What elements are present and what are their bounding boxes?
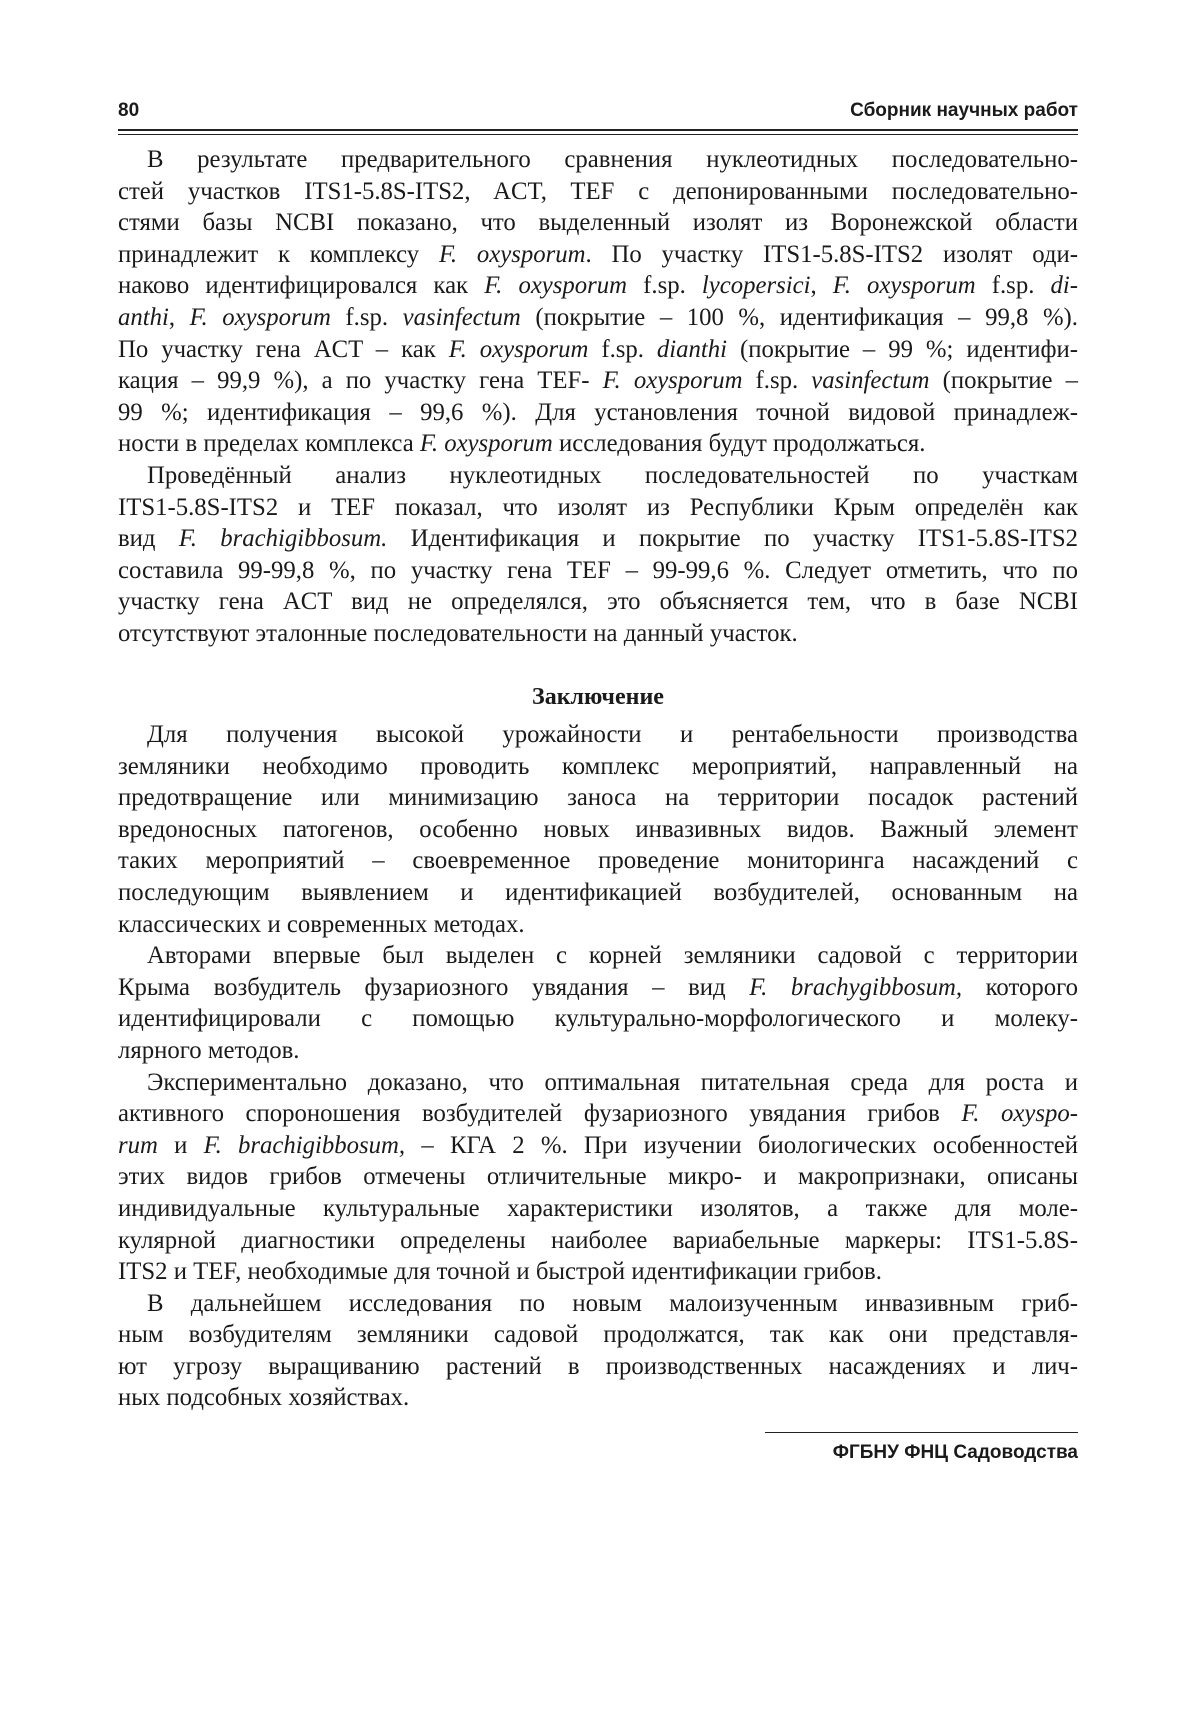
text-run: лярного методов. (118, 1036, 300, 1064)
text-line (118, 334, 1078, 366)
text-line (118, 845, 1078, 877)
italic-species-name: F. oxysporum (832, 272, 976, 300)
text-line (118, 1225, 1078, 1257)
text-line-content (118, 618, 798, 650)
text-run: которого (962, 973, 1078, 1001)
text-line-content (147, 1288, 1078, 1320)
text-run: предотвращение или минимизацию заноса на территории посадок растений (118, 784, 1078, 812)
text-run: , (810, 272, 833, 300)
text-run: – КГА 2 %. При изучении биологических особенностей (405, 1131, 1078, 1159)
text-line (118, 1351, 1078, 1383)
text-line (118, 492, 1078, 524)
text-line (118, 555, 1078, 587)
text-line-content (118, 814, 1078, 846)
text-run: земляники необходимо проводить комплекс мероприятий, направленный на (118, 752, 1078, 780)
text-run: и (157, 1131, 204, 1159)
italic-species-name: dianthi (656, 335, 728, 363)
text-line-content (118, 909, 525, 941)
text-line-content (118, 334, 1078, 366)
text-line (118, 239, 1078, 271)
text-line (118, 1319, 1078, 1351)
text-line (118, 270, 1078, 302)
text-line (118, 144, 1078, 176)
text-line (118, 1161, 1078, 1193)
italic-species-name: F. brachigibbosum, (203, 1131, 406, 1159)
italic-species-name: rum (118, 1131, 158, 1159)
text-run: активного спороношения возбудителей фузариозного увядания грибов (118, 1100, 962, 1128)
text-run: участку гена ACT вид не определялся, это объясняется тем, что в базе NCBI (118, 588, 1078, 616)
italic-species-name: lycopersici (701, 272, 811, 300)
text-line-content (118, 492, 1078, 524)
text-line-content (118, 555, 1078, 587)
text-line-content (118, 782, 1078, 814)
text-line-content (118, 1130, 1078, 1162)
text-run: . По участку ITS1-5.8S-ITS2 изолят оди- (585, 240, 1078, 268)
italic-species-name: vasinfectum (811, 367, 930, 395)
text-line (118, 460, 1078, 492)
text-run: кулярной диагностики определены наиболее вариабельные маркеры: ITS1-5.8S- (118, 1226, 1078, 1254)
text-line-content (147, 1067, 1078, 1099)
text-run: Авторами впервые был выделен с корней земляники садовой с территории (147, 942, 1078, 970)
text-line-content (118, 1161, 1078, 1193)
text-run: В результате предварительного сравнения нуклеотидных последовательно- (147, 146, 1078, 173)
italic-species-name: F. oxysporum (484, 272, 628, 300)
text-run: Идентификация и покрытие по участку ITS1-5.8S-ITS2 (387, 525, 1078, 553)
text-run: кация – 99,9 %), а по участку гена TEF- (118, 367, 603, 395)
text-run: последующим выявлением и идентификацией возбудителей, основанным на (118, 878, 1078, 906)
footer-organization: ФГБНУ ФНЦ Садоводства (832, 1442, 1078, 1463)
text-line-content (118, 1256, 882, 1288)
text-line-content (118, 972, 1078, 1004)
italic-species-name: di- (1050, 272, 1078, 300)
text-line-content (118, 1225, 1078, 1257)
italic-species-name: F. oxysporum (448, 335, 589, 363)
text-line-content (118, 1319, 1078, 1351)
text-line (118, 1193, 1078, 1225)
text-line (118, 428, 1078, 460)
text-run: f.sp. (627, 272, 702, 300)
header-rule (118, 129, 1078, 131)
italic-species-name: F. oxysporum (189, 303, 331, 331)
text-line-content (118, 1351, 1078, 1383)
text-line (118, 523, 1078, 555)
italic-species-name: vasinfectum (402, 303, 521, 331)
text-line (118, 302, 1078, 334)
running-header-title: Сборник научных работ (850, 100, 1078, 121)
text-line (118, 1256, 1078, 1288)
text-line-content (147, 940, 1078, 972)
text-run: (покрытие – 100 %, идентификация – 99,8 %). (520, 303, 1078, 331)
text-line-content (118, 1193, 1078, 1225)
text-run: Крыма возбудитель фузариозного увядания – вид (118, 973, 750, 1001)
text-run: исследования будут продолжаться. (552, 430, 926, 458)
text-line (118, 1382, 1078, 1414)
text-line-content (118, 397, 1078, 429)
text-run: стей участков ITS1-5.8S-ITS2, ACT, TEF с депонированными последовательно- (118, 177, 1078, 205)
italic-species-name: F. oxysporum (438, 240, 586, 268)
text-run: таких мероприятий – своевременное проведение мониторинга насаждений с (118, 847, 1078, 875)
text-line (118, 618, 1078, 650)
text-line (118, 877, 1078, 909)
text-run: отсутствуют эталонные последовательности на данный участок. (118, 619, 798, 647)
text-line (118, 176, 1078, 208)
text-line-content (118, 877, 1078, 909)
text-line (118, 1098, 1078, 1130)
italic-species-name: F. brachigibbosum. (178, 525, 388, 553)
text-run: Проведённый анализ нуклеотидных последовательностей по участкам (147, 461, 1078, 489)
text-run: Для получения высокой урожайности и рентабельности производства (147, 721, 1078, 748)
italic-species-name: anthi (118, 303, 169, 331)
text-line-content (118, 1035, 299, 1067)
text-line-content (147, 144, 1078, 176)
header-rule-thin (118, 134, 1078, 135)
text-run: ют угрозу выращиванию растений в производственных насаждениях и лич- (118, 1352, 1078, 1380)
text-line (118, 782, 1078, 814)
text-run: принадлежит к комплексу (118, 240, 439, 268)
text-run: вид (118, 525, 179, 553)
text-run: (покрытие – 99 %; идентифи- (727, 335, 1078, 363)
text-line-content (118, 586, 1078, 618)
text-run: По участку гена ACT – как (118, 335, 449, 363)
text-run: f.sp. (588, 335, 657, 363)
text-line (118, 1288, 1078, 1320)
text-line-content (118, 845, 1078, 877)
text-line-content (118, 270, 1078, 302)
italic-species-name: F. brachygibbosum, (749, 973, 963, 1001)
text-run: f.sp. (975, 272, 1051, 300)
text-line-content (118, 365, 1078, 397)
text-line-content (118, 523, 1078, 555)
text-line (118, 1003, 1078, 1035)
text-run: , (168, 303, 190, 331)
text-run: индивидуальные культуральные характеристики изолятов, а также для моле- (118, 1194, 1078, 1222)
page-number: 80 (118, 100, 140, 121)
footer-rule (765, 1432, 1078, 1433)
text-line-content (118, 1382, 409, 1414)
text-line (118, 1130, 1078, 1162)
text-run: 99 %; идентификация – 99,6 %). Для установления точной видовой принадлеж- (118, 398, 1078, 426)
text-run: ности в пределах комплекса (118, 430, 420, 458)
text-run: ITS1-5.8S-ITS2 и TEF показал, что изолят из Республики Крым определён как (118, 493, 1078, 521)
text-line-content (118, 176, 1078, 208)
text-line (118, 940, 1078, 972)
italic-species-name: F. oxysporum (419, 430, 553, 458)
text-line (118, 397, 1078, 429)
text-run: вредоносных патогенов, особенно новых инвазивных видов. Важный элемент (118, 815, 1078, 843)
text-line-content (118, 239, 1078, 271)
text-line-content (147, 719, 1078, 751)
text-run: ных подсобных хозяйствах. (118, 1384, 410, 1412)
italic-species-name: F. oxyspo- (961, 1100, 1078, 1128)
section-heading-conclusion: Заключение (532, 684, 664, 710)
text-line (118, 814, 1078, 846)
text-line (118, 909, 1078, 941)
text-run: классических и современных методах. (118, 910, 525, 938)
text-run: наково идентифицировался как (118, 272, 485, 300)
italic-species-name: F. oxysporum (602, 367, 743, 395)
text-run: f.sp. (330, 303, 403, 331)
text-line (118, 586, 1078, 618)
text-line-content (147, 460, 1078, 492)
text-line-content (118, 302, 1078, 334)
text-run: этих видов грибов отмечены отличительные микро- и макропризнаки, описаны (118, 1163, 1078, 1191)
text-run: составила 99-99,8 %, по участку гена TEF – 99-99,6 %. Следует отметить, что по (118, 556, 1078, 584)
text-run: идентифицировали с помощью культурально-морфологического и молеку- (118, 1005, 1078, 1033)
text-line (118, 972, 1078, 1004)
body-text-conclusion (118, 719, 1078, 1414)
text-line-content (118, 428, 925, 460)
text-line (118, 365, 1078, 397)
text-line-content (118, 751, 1078, 783)
text-line-content (118, 1003, 1078, 1035)
body-text-results (118, 144, 1078, 650)
text-run: стями базы NCBI показано, что выделенный изолят из Воронежской области (118, 209, 1078, 237)
text-run: ITS2 и TEF, необходимые для точной и быстрой идентификации грибов. (118, 1258, 882, 1286)
text-line (118, 207, 1078, 239)
text-run: В дальнейшем исследования по новым малоизученным инвазивным гриб- (147, 1289, 1078, 1317)
text-run: ным возбудителям земляники садовой продолжатся, так как они представля- (118, 1321, 1078, 1349)
text-line (118, 719, 1078, 751)
text-line (118, 1067, 1078, 1099)
text-run: f.sp. (742, 367, 812, 395)
text-line (118, 1035, 1078, 1067)
text-line-content (118, 207, 1078, 239)
text-run: Экспериментально доказано, что оптимальная питательная среда для роста и (147, 1068, 1078, 1096)
text-line-content (118, 1098, 1078, 1130)
text-line (118, 751, 1078, 783)
text-run: (покрытие – (929, 367, 1078, 395)
